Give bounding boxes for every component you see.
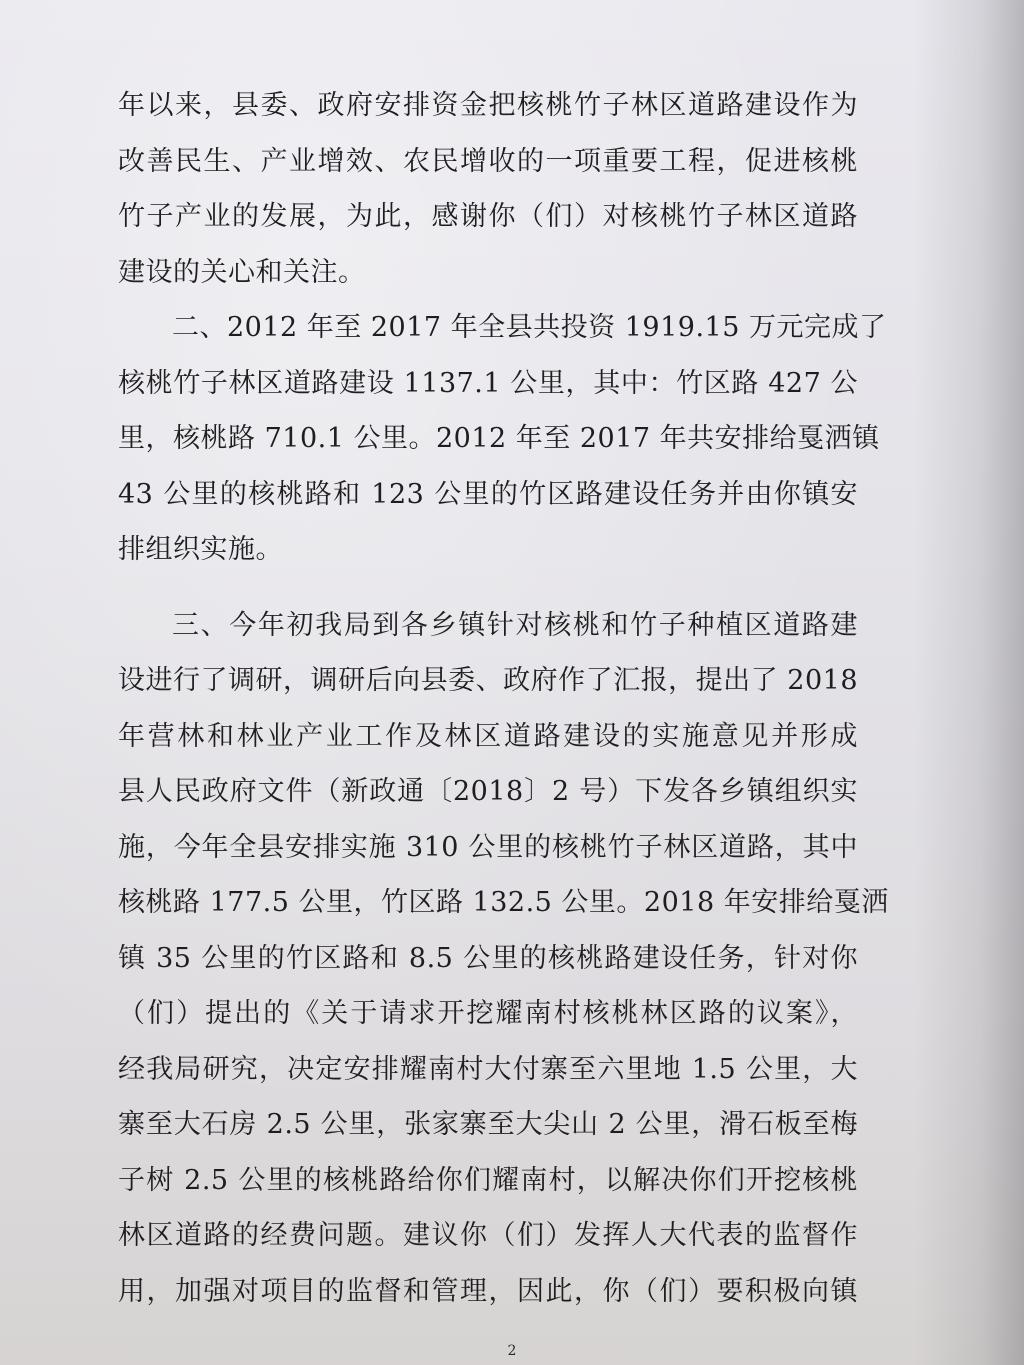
text-line: 用，加强对项目的监督和管理，因此，你（们）要积极向镇 — [118, 1275, 858, 1307]
text-line: 镇 35 公里的竹区路和 8.5 公里的核桃路建设任务，针对你 — [118, 942, 858, 974]
text-line: 三、今年初我局到各乡镇针对核桃和竹子种植区道路建 — [172, 609, 858, 641]
text-line: 二、2012 年至 2017 年全县共投资 1919.15 万元完成了 — [172, 312, 887, 343]
paragraph-2 — [118, 300, 887, 356]
document-body — [118, 78, 889, 1319]
text-line: 设进行了调研，调研后向县委、政府作了汇报，提出了 2018 — [118, 665, 858, 696]
text-line: 寨至大石房 2.5 公里，张家寨至大尖山 2 公里，滑石板至梅 — [118, 1109, 858, 1140]
page-number: 2 — [507, 1343, 517, 1359]
text-line: 里，核桃路 710.1 公里。2012 年至 2017 年共安排给戛洒镇 — [118, 423, 880, 454]
text-line: 改善民生、产业增效、农民增收的一项重要工程，促进核桃 — [118, 145, 858, 177]
text-line: 建设的关心和关注。 — [118, 256, 366, 288]
paragraph-1 — [118, 78, 858, 300]
text-line: 施，今年全县安排实施 310 公里的核桃竹子林区道路，其中 — [118, 831, 858, 863]
text-line: 年营林和林业产业工作及林区道路建设的实施意见并形成 — [118, 720, 858, 752]
text-line: 年以来，县委、政府安排资金把核桃竹子林区道路建设作为 — [118, 90, 858, 121]
text-line: 子树 2.5 公里的核桃路给你们耀南村，以解决你们开挖核桃 — [118, 1164, 858, 1196]
page-edge-shadow — [914, 0, 1024, 1365]
text-line: 经我局研究，决定安排耀南村大付寨至六里地 1.5 公里，大 — [118, 1053, 858, 1085]
text-line: 核桃竹子林区道路建设 1137.1 公里，其中：竹区路 427 公 — [118, 367, 858, 399]
text-line: 竹子产业的发展，为此，感谢你（们）对核桃竹子林区道路 — [118, 201, 858, 232]
paragraph-3-cont — [118, 653, 889, 1319]
text-line: 县人民政府文件（新政通〔2018〕2 号）下发各乡镇组织实 — [118, 776, 858, 807]
paragraph-2-cont — [118, 356, 880, 578]
text-line: 排组织实施。 — [118, 534, 283, 565]
text-line: （们）提出的《关于请求开挖耀南村核桃林区路的议案》， — [118, 998, 858, 1029]
text-line: 核桃路 177.5 公里，竹区路 132.5 公里。2018 年安排给戛洒 — [118, 887, 889, 918]
paragraph-3 — [118, 598, 858, 654]
text-line: 43 公里的核桃路和 123 公里的竹区路建设任务并由你镇安 — [118, 478, 858, 510]
text-line: 林区道路的经费问题。建议你（们）发挥人大代表的监督作 — [118, 1220, 858, 1251]
